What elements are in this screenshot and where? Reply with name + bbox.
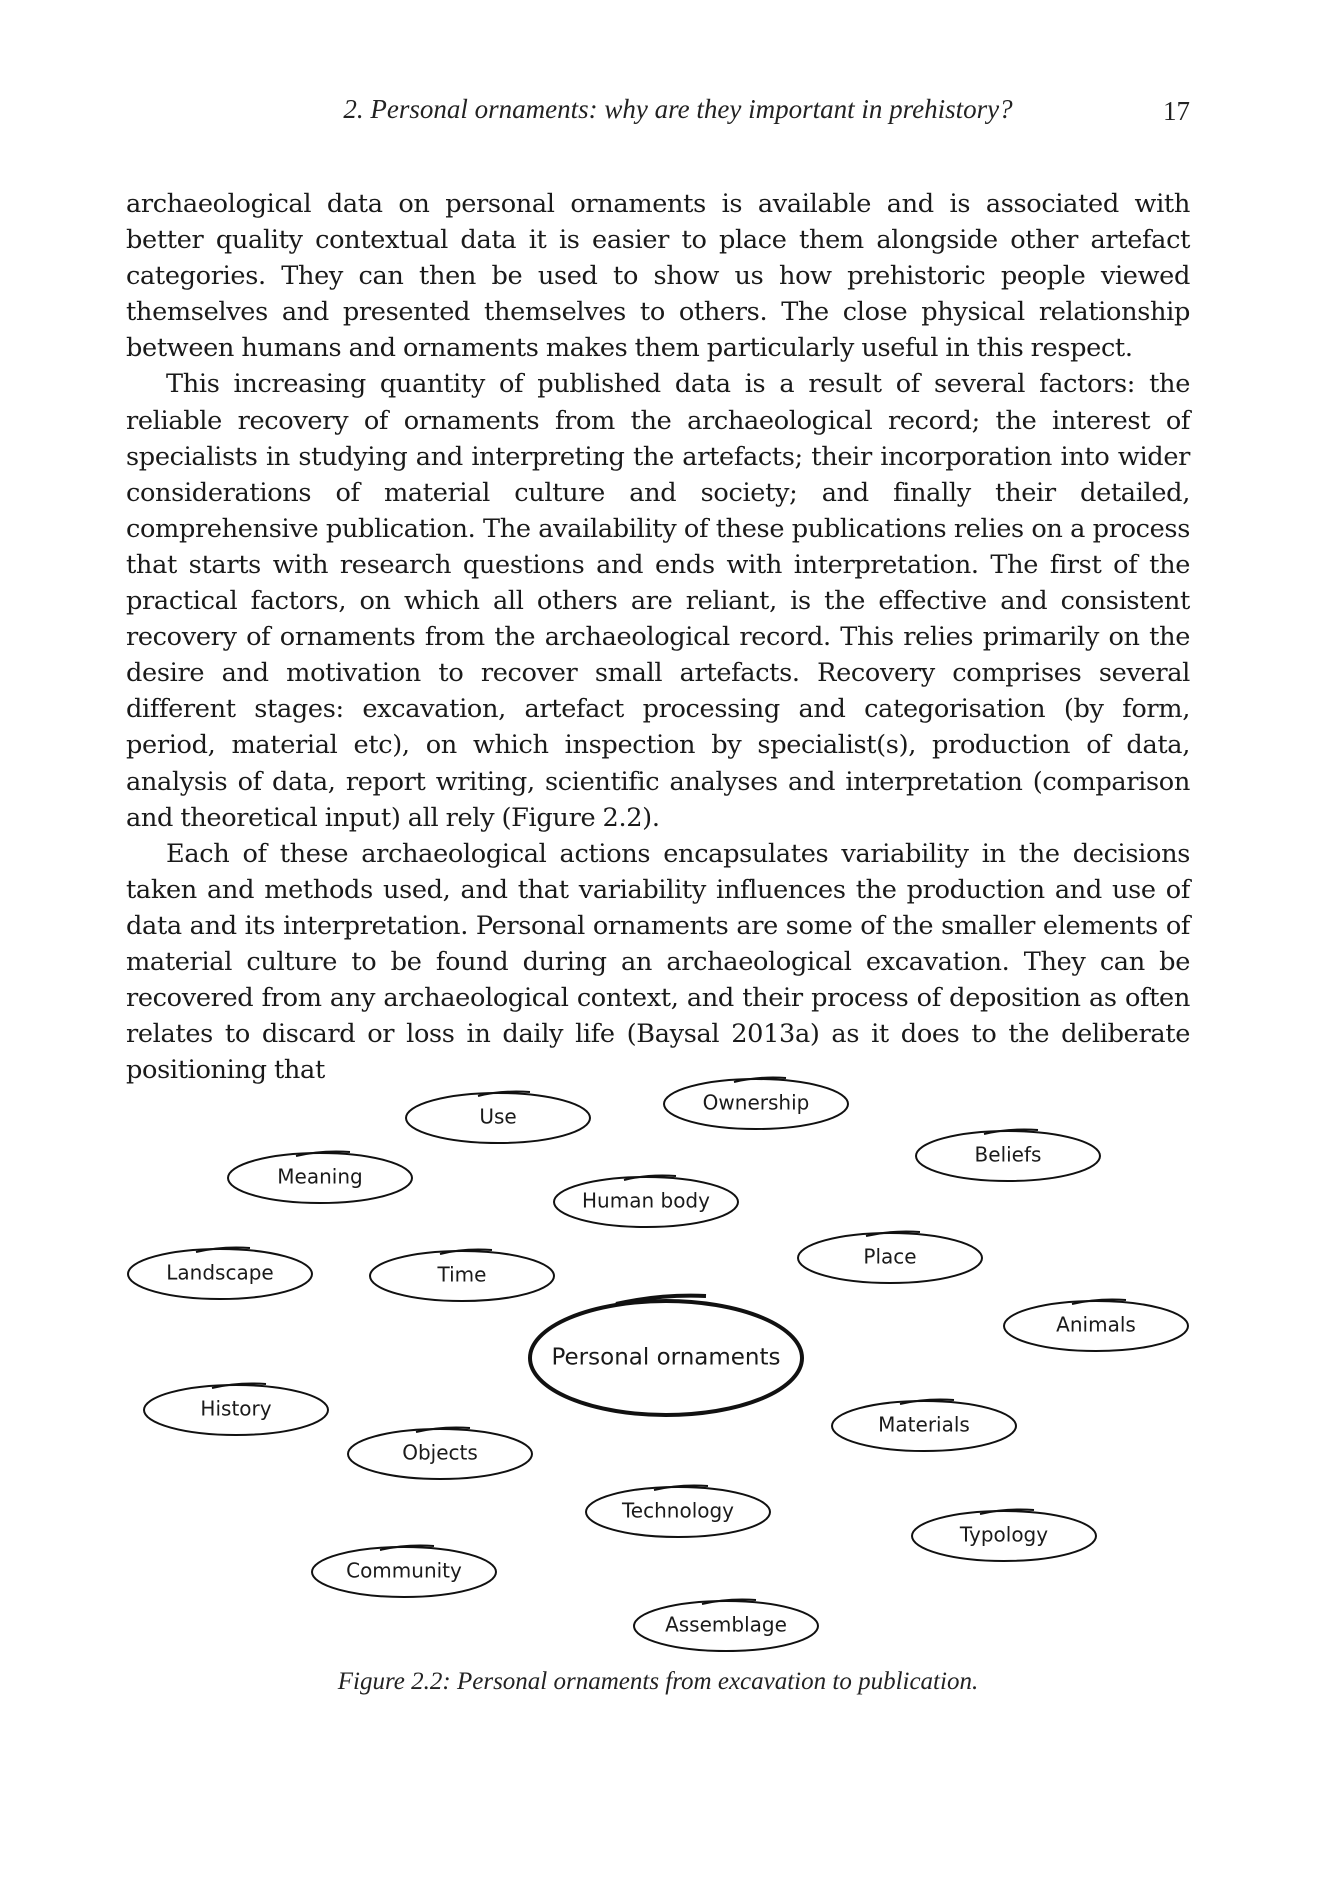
node-label-materials: Materials (878, 1412, 970, 1437)
paragraph: This increasing quantity of published data is a result of several factors: the reliable recovery of ornaments from the archaeological record; the interest of specialists in studying and interpreting the artefacts; their incorporation into wider considerations of material culture and society; and finally their detailed, comprehensive publication. The availability of these publications relies on a process that starts with research questions and ends with interpretation. The first of the practical factors, on which all others are reliant, is the effective and consistent recovery of ornaments from the archaeological record. This relies primarily on the desire and motivation to recover small artefacts. Recovery comprises several different stages: excavation, artefact processing and categorisation (by form, period, material etc), on which inspection by specialist(s), production of data, analysis of data, report writing, scientific analyses and interpretation (comparison and theoretical input) all rely (Figure 2.2). (126, 369, 1190, 833)
figure-caption: Figure 2.2: Personal ornaments from excavation to publication. (337, 1668, 979, 1695)
concept-diagram (110, 1060, 1230, 1660)
node-label-typology: Typology (959, 1522, 1049, 1547)
paragraph: Each of these archaeological actions encapsulates variability in the decisions taken and methods used, and that variability influences the production and use of data and its interpretation. Personal ornaments are some of the smaller elements of material culture to be found during an archaeological excavation. They can be recovered from any archaeological context, and their process of deposition as often relates to discard or loss in daily life (Baysal 2013a) as it does to the deliberate positioning that (126, 838, 1190, 1086)
node-label-animals: Animals (1056, 1312, 1136, 1337)
node-label-meaning: Meaning (277, 1164, 363, 1189)
page-number: 17 (1163, 96, 1190, 126)
node-label-ownership: Ownership (702, 1090, 810, 1115)
node-label-landscape: Landscape (166, 1260, 274, 1285)
node-label-objects: Objects (402, 1440, 478, 1465)
node-label-history: History (200, 1396, 272, 1421)
figure-concept-diagram (110, 1060, 1230, 1660)
node-label-time: Time (437, 1262, 487, 1287)
node-label-personal-ornaments: Personal ornaments (551, 1344, 781, 1371)
node-label-community: Community (346, 1558, 462, 1583)
running-head (126, 94, 1190, 130)
node-label-technology: Technology (621, 1498, 735, 1523)
body-text (126, 186, 1190, 1088)
node-label-use: Use (479, 1104, 517, 1129)
node-label-assemblage: Assemblage (665, 1612, 787, 1637)
node-label-human-body: Human body (582, 1188, 710, 1213)
paragraph: archaeological data on personal ornaments is available and is associated with better quality contextual data it is easier to place them alongside other artefact categories. They can then be used to show us how prehistoric people viewed themselves and presented themselves to others. The close physical relationship between humans and ornaments makes them particularly useful in this respect. (126, 189, 1190, 364)
running-title: 2. Personal ornaments: why are they important in prehistory? (343, 94, 1013, 124)
node-label-place: Place (863, 1244, 917, 1269)
node-label-beliefs: Beliefs (974, 1142, 1042, 1167)
